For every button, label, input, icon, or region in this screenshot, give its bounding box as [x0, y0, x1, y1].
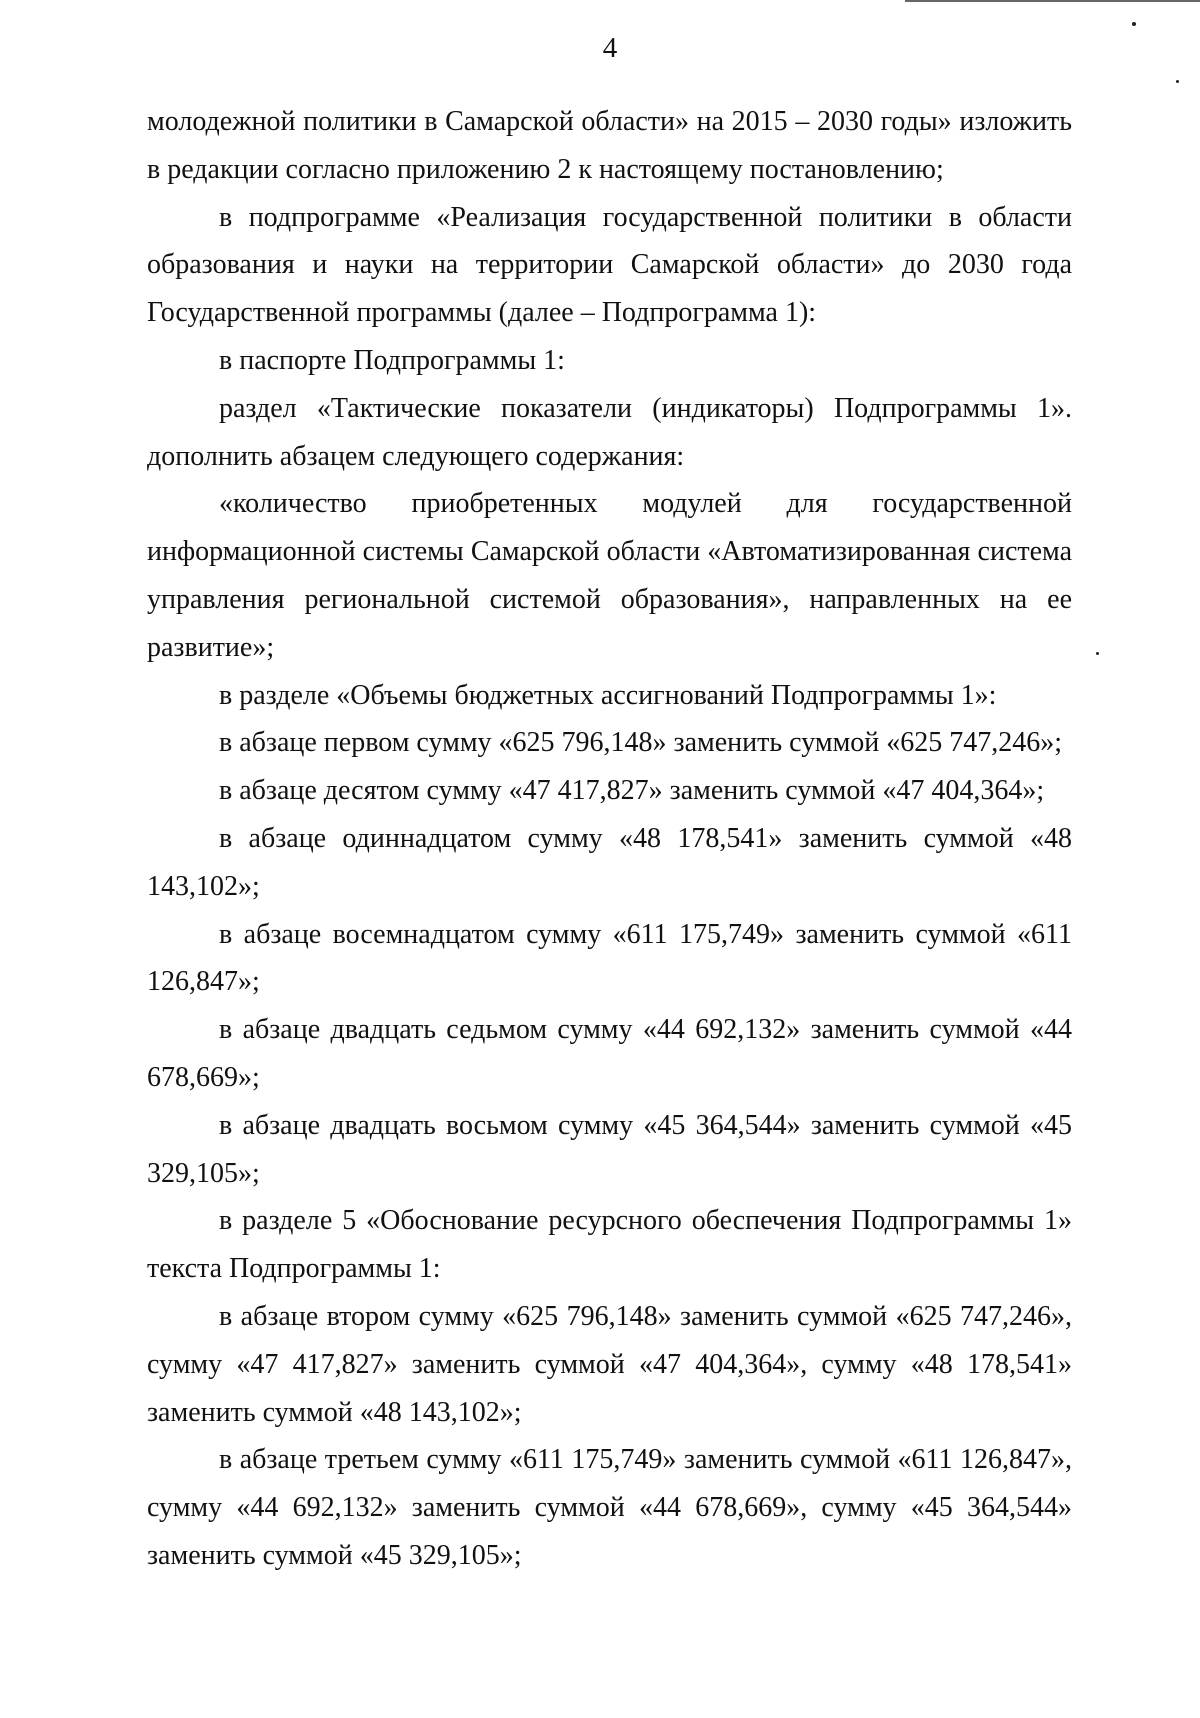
- paragraph-amendment-1: в абзаце первом сумму «625 796,148» заменить суммой «625 747,246»;: [219, 727, 1063, 759]
- paragraph-amendment-28: в абзаце двадцать восьмом сумму «45 364,544» заменить суммой «45 329,105»;: [147, 1109, 1072, 1189]
- scan-speck: [1132, 22, 1136, 26]
- paragraph-amendment-27: в абзаце двадцать седьмом сумму «44 692,132» заменить суммой «44 678,669»;: [147, 1014, 1072, 1093]
- document-body: [147, 98, 1072, 1580]
- paragraph-amendment-18: в абзаце восемнадцатом сумму «611 175,749» заменить суммой «611 126,847»;: [147, 918, 1072, 998]
- paragraph-new-indicator: «количество приобретенных модулей для государственной информационной системы Самарской области «Автоматизированная система управления региональной системой образования», направленных на ее развитие»;: [147, 488, 1072, 663]
- scan-speck: [1096, 652, 1099, 655]
- paragraph-passport: в паспорте Подпрограммы 1:: [219, 344, 565, 376]
- paragraph-tactical-indicators: раздел «Тактические показатели (индикаторы) Подпрограммы 1». дополнить абзацем следующего содержания:: [147, 392, 1072, 472]
- paragraph-budget-section: в разделе «Объемы бюджетных ассигнований Подпрограммы 1»:: [219, 679, 997, 711]
- top-edge-rule: [905, 0, 1200, 2]
- paragraph-amendment-10: в абзаце десятом сумму «47 417,827» заменить суммой «47 404,364»;: [219, 775, 1045, 807]
- paragraph-continuation: молодежной политики в Самарской области» на 2015 – 2030 годы» изложить в редакции согласно приложению 2 к настоящему постановлению;: [147, 106, 1072, 185]
- paragraph-subprogram-intro: в подпрограмме «Реализация государственной политики в области образования и науки на территории Самарской области» до 2030 года Государственной программы (далее – Подпрограмма 1):: [147, 201, 1072, 329]
- paragraph-section-5: в разделе 5 «Обоснование ресурсного обеспечения Подпрограммы 1» текста Подпрограммы 1:: [147, 1205, 1072, 1285]
- paragraph-amendment-11: в абзаце одиннадцатом сумму «48 178,541» заменить суммой «48 143,102»;: [147, 822, 1072, 902]
- paragraph-section-5-third: в абзаце третьем сумму «611 175,749» заменить суммой «611 126,847», сумму «44 692,132» заменить суммой «44 678,669», сумму «45 364,544» заменить суммой «45 329,105»;: [147, 1444, 1072, 1571]
- paragraph-section-5-second: в абзаце втором сумму «625 796,148» заменить суммой «625 747,246», сумму «47 417,827» заменить суммой «47 404,364», сумму «48 178,541» заменить суммой «48 143,102»;: [147, 1300, 1072, 1428]
- page-number: 4: [602, 32, 618, 64]
- scan-speck: [1176, 80, 1179, 83]
